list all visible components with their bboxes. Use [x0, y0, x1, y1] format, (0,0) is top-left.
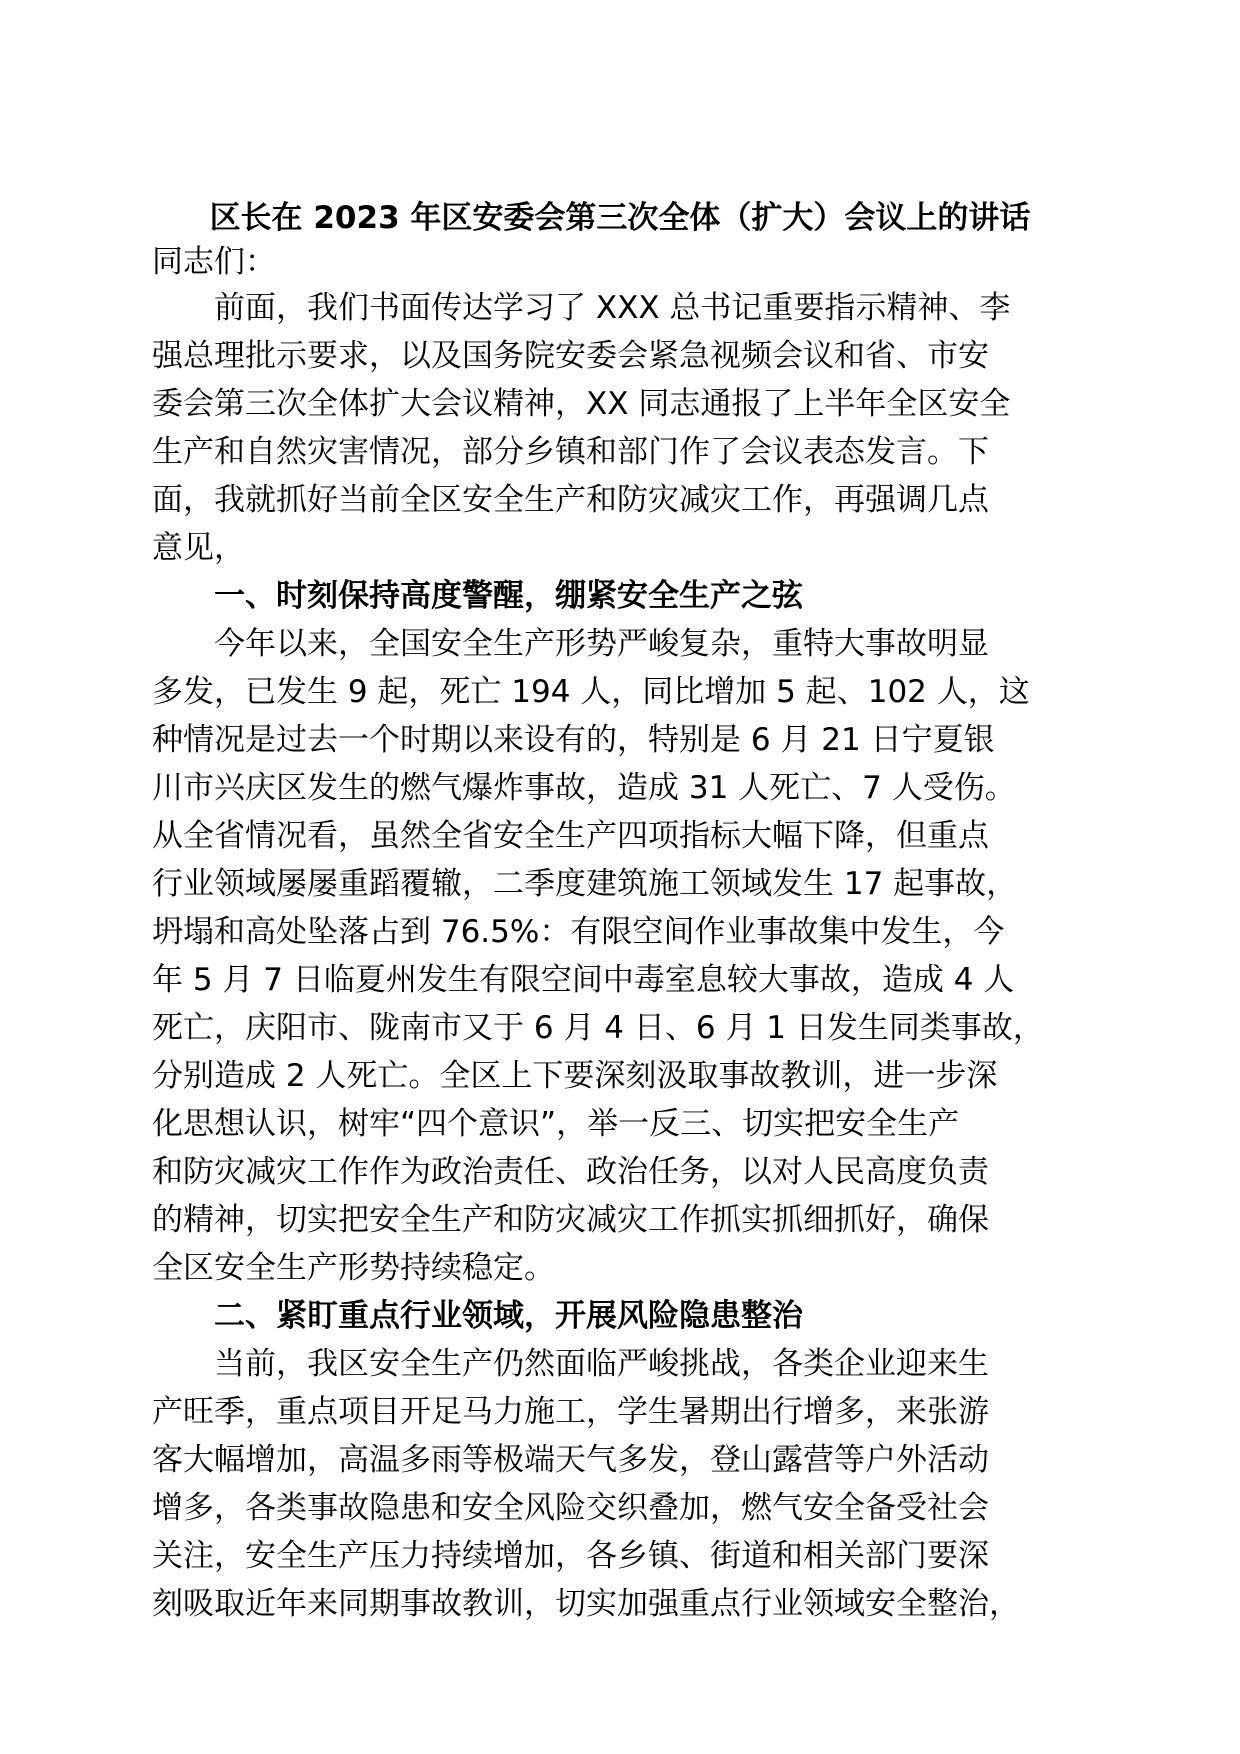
- section-heading-2: 二、紧盯重点行业领域，开展风险隐患整治: [214, 1298, 803, 1334]
- text-line: 行业领域屡屡重蹈覆辙，二季度建筑施工领域发生 17 起事故，: [152, 866, 1018, 902]
- text-line: 死亡，庆阳市、陇南市又于 6 月 4 日、6 月 1 日发生同类事故，: [152, 1010, 1044, 1046]
- text-line: 坍塌和高处坠落占到 76.5%：有限空间作业事故集中发生，今: [152, 914, 1005, 950]
- text-line: 意见，: [152, 530, 245, 566]
- text-line: 委会第三次全体扩大会议精神，XX 同志通报了上半年全区安全: [152, 386, 1011, 422]
- text-line: 分别造成 2 人死亡。全区上下要深刻汲取事故教训，进一步深: [152, 1058, 998, 1094]
- text-line: 当前，我区安全生产仍然面临严峻挑战，各类企业迎来生: [214, 1346, 989, 1382]
- text-line: 从全省情况看，虽然全省安全生产四项指标大幅下降，但重点: [152, 818, 989, 854]
- text-line: 川市兴庆区发生的燃气爆炸事故，造成 31 人死亡、7 人受伤。: [152, 770, 1016, 806]
- paragraph-intro: [152, 284, 1088, 572]
- text-line: 种情况是过去一个时期以来设有的，特别是 6 月 21 日宁夏银: [152, 722, 995, 758]
- text-line: 关注，安全生产压力持续增加，各乡镇、街道和相关部门要深: [152, 1538, 989, 1574]
- text-line: 多发，已发生 9 起，死亡 194 人，同比增加 5 起、102 人，这: [152, 674, 1030, 710]
- text-line: 生产和自然灾害情况，部分乡镇和部门作了会议表态发言。下: [152, 434, 989, 470]
- text-line: 面，我就抓好当前全区安全生产和防灾减灾工作，再强调几点: [152, 482, 989, 518]
- text-line: 化思想认识，树牢“四个意识”，举一反三、切实把安全生产: [152, 1106, 960, 1142]
- section-heading-1: 一、时刻保持高度警醒，绷紧安全生产之弦: [214, 578, 803, 614]
- salutation: 同志们：: [152, 244, 276, 280]
- text-line: 的精神，切实把安全生产和防灾减灾工作抓实抓细抓好，确保: [152, 1202, 989, 1238]
- text-line: 和防灾减灾工作作为政治责任、政治任务，以对人民高度负责: [152, 1154, 989, 1190]
- text-line: 今年以来，全国安全生产形势严峻复杂，重特大事故明显: [214, 626, 989, 662]
- document-page: [152, 196, 1088, 1628]
- document-title: 区长在 2023 年区安委会第三次全体（扩大）会议上的讲话: [209, 200, 1031, 236]
- text-line: 全区安全生产形势持续稳定。: [152, 1250, 555, 1286]
- text-line: 产旺季，重点项目开足马力施工，学生暑期出行增多，来张游: [152, 1394, 989, 1430]
- text-line: 刻吸取近年来同期事故教训，切实加强重点行业领域安全整治，: [152, 1586, 1020, 1622]
- text-line: 客大幅增加，高温多雨等极端天气多发，登山露营等户外活动: [152, 1442, 989, 1478]
- paragraph-section-1: [152, 620, 1088, 1292]
- text-line: 强总理批示要求，以及国务院安委会紧急视频会议和省、市安: [152, 338, 989, 374]
- text-line: 前面，我们书面传达学习了 XXX 总书记重要指示精神、李: [214, 290, 1011, 326]
- text-line: 年 5 月 7 日临夏州发生有限空间中毒室息较大事故，造成 4 人: [152, 962, 1015, 998]
- text-line: 增多，各类事故隐患和安全风险交织叠加，燃气安全备受社会: [152, 1490, 989, 1526]
- paragraph-section-2: [152, 1340, 1088, 1628]
